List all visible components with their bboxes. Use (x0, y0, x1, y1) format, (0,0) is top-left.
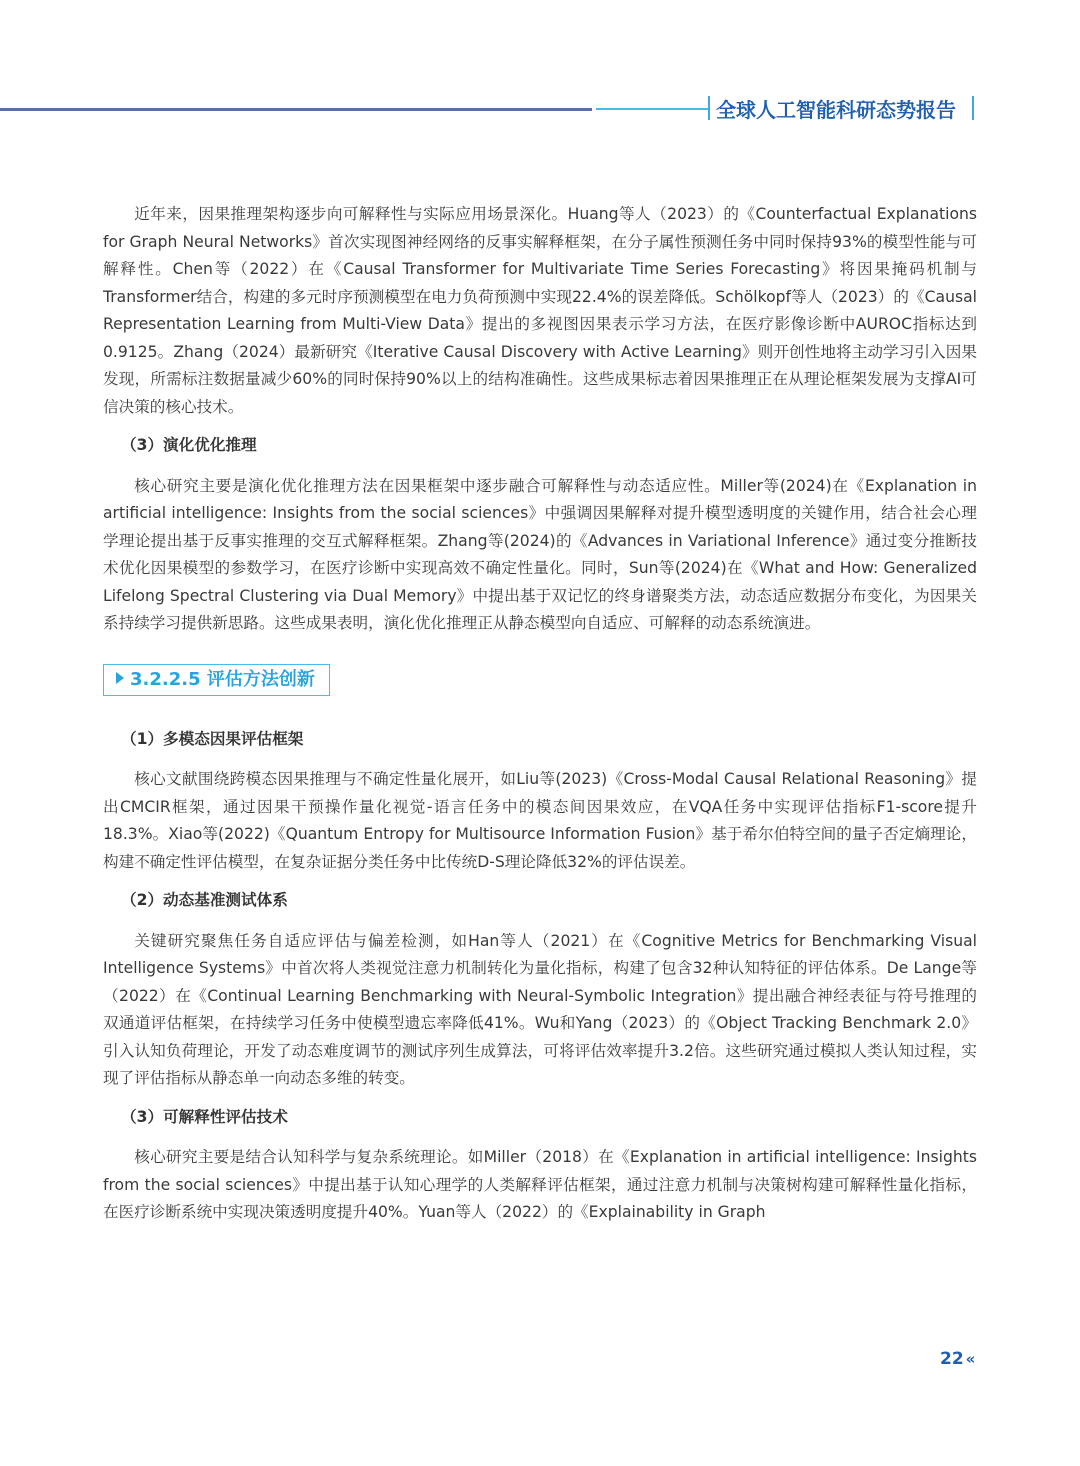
paragraph-evolution-reasoning: 核心研究主要是演化优化推理方法在因果框架中逐步融合可解释性与动态适应性。Miller等(2024)在《Explanation in artificial intelligence: Insights from the social sciences》中强调因果解释对提升模型透明度的关键作用，结合社会心理学理论提出基于反事实推理的交互式解释框架。Zhang等(2024)的《Advances in Variational Inference》通过变分推断技术优化因果模型的参数学习，在医疗诊断中实现高效不确定性量化。同时，Sun等(2024)在《What and How: Generalized Lifelong Spectral Clustering via Dual Memory》中提出基于双记忆的终身谱聚类方法，动态适应数据分布变化，为因果关系持续学习提供新思路。这些成果表明，演化优化推理正从静态模型向自适应、可解释的动态系统演进。 (103, 476, 977, 632)
header-bar-left (708, 96, 710, 120)
header-bar-right (972, 96, 974, 120)
subheading-explainability-evaluation: （3）可解释性评估技术 (121, 1107, 288, 1126)
triangle-right-icon (116, 672, 124, 684)
page-number-value: 22 (940, 1349, 964, 1369)
section-title: 3.2.2.5 评估方法创新 (130, 668, 315, 690)
page-header (0, 92, 1080, 124)
subheading-dynamic-benchmark: （2）动态基准测试体系 (121, 891, 288, 909)
subheading-multimodal-framework: （1）多模态因果评估框架 (121, 729, 304, 748)
header-divider-light (596, 108, 708, 110)
paragraph-dynamic-benchmark: 关键研究聚焦任务自适应评估与偏差检测，如Han等人（2021）在《Cognitive Metrics for Benchmarking Visual Intelligence Systems》中首次将人类视觉注意力机制转化为量化指标，构建了包含32种认知特征的评估体系。De Lange等（2022）在《Continual Learning Benchmarking with Neural-Symbolic Integration》提出融合神经表征与符号推理的双通道评估框架，在持续学习任务中使模型遗忘率降低41%。Wu和Yang（2023）的《Object Tracking Benchmark 2.0》引入认知负荷理论，开发了动态难度调节的测试序列生成算法，可将评估效率提升3.2倍。这些研究通过模拟人类认知过程，实现了评估指标从静态单一向动态多维的转变。 (103, 931, 977, 1087)
page-number (940, 1349, 975, 1369)
paragraph-explainability-evaluation: 核心研究主要是结合认知科学与复杂系统理论。如Miller（2018）在《Explanation in artificial intelligence: Insights from the social sciences》中提出基于认知心理学的人类解释评估框架，通过注意力机制与决策树构建可解释性量化指标，在医疗诊断系统中实现决策透明度提升40%。Yuan等人（2022）的《Explainability in Graph (103, 1148, 977, 1221)
double-chevron-left-icon: « (965, 1350, 976, 1368)
section-heading-evaluation-innovation (103, 664, 330, 696)
header-divider-dark (0, 108, 592, 111)
subheading-evolution-reasoning: （3）演化优化推理 (121, 436, 257, 454)
page-body (103, 201, 977, 1227)
report-title: 全球人工智能科研态势报告 (716, 98, 956, 122)
paragraph-causal-architecture: 近年来，因果推理架构逐步向可解释性与实际应用场景深化。Huang等人（2023）的《Counterfactual Explanations for Graph Neural Networks》首次实现图神经网络的反事实解释框架，在分子属性预测任务中同时保持93%的模型性能与可解释性。Chen等（2022）在《Causal Transformer for Multivariate Time Series Forecasting》将因果掩码机制与Transformer结合，构建的多元时序预测模型在电力负荷预测中实现22.4%的误差降低。Schölkopf等人（2023）的《Causal Representation Learning from Multi-View Data》提出的多视图因果表示学习方法，在医疗影像诊断中AUROC指标达到0.9125。Zhang（2024）最新研究《Iterative Causal Discovery with Active Learning》则开创性地将主动学习引入因果发现，所需标注数据量减少60%的同时保持90%以上的结构准确性。这些成果标志着因果推理正在从理论框架发展为支撑AI可信决策的核心技术。 (103, 205, 977, 416)
paragraph-multimodal-framework: 核心文献围绕跨模态因果推理与不确定性量化展开，如Liu等(2023)《Cross-Modal Causal Relational Reasoning》提出CMCIR框架，通过因果干预操作量化视觉-语言任务中的模态间因果效应，在VQA任务中实现评估指标F1-score提升18.3%。Xiao等(2022)《Quantum Entropy for Multisource Information Fusion》基于希尔伯特空间的量子否定熵理论，构建不确定性评估模型，在复杂证据分类任务中比传统D-S理论降低32%的评估误差。 (103, 770, 977, 871)
